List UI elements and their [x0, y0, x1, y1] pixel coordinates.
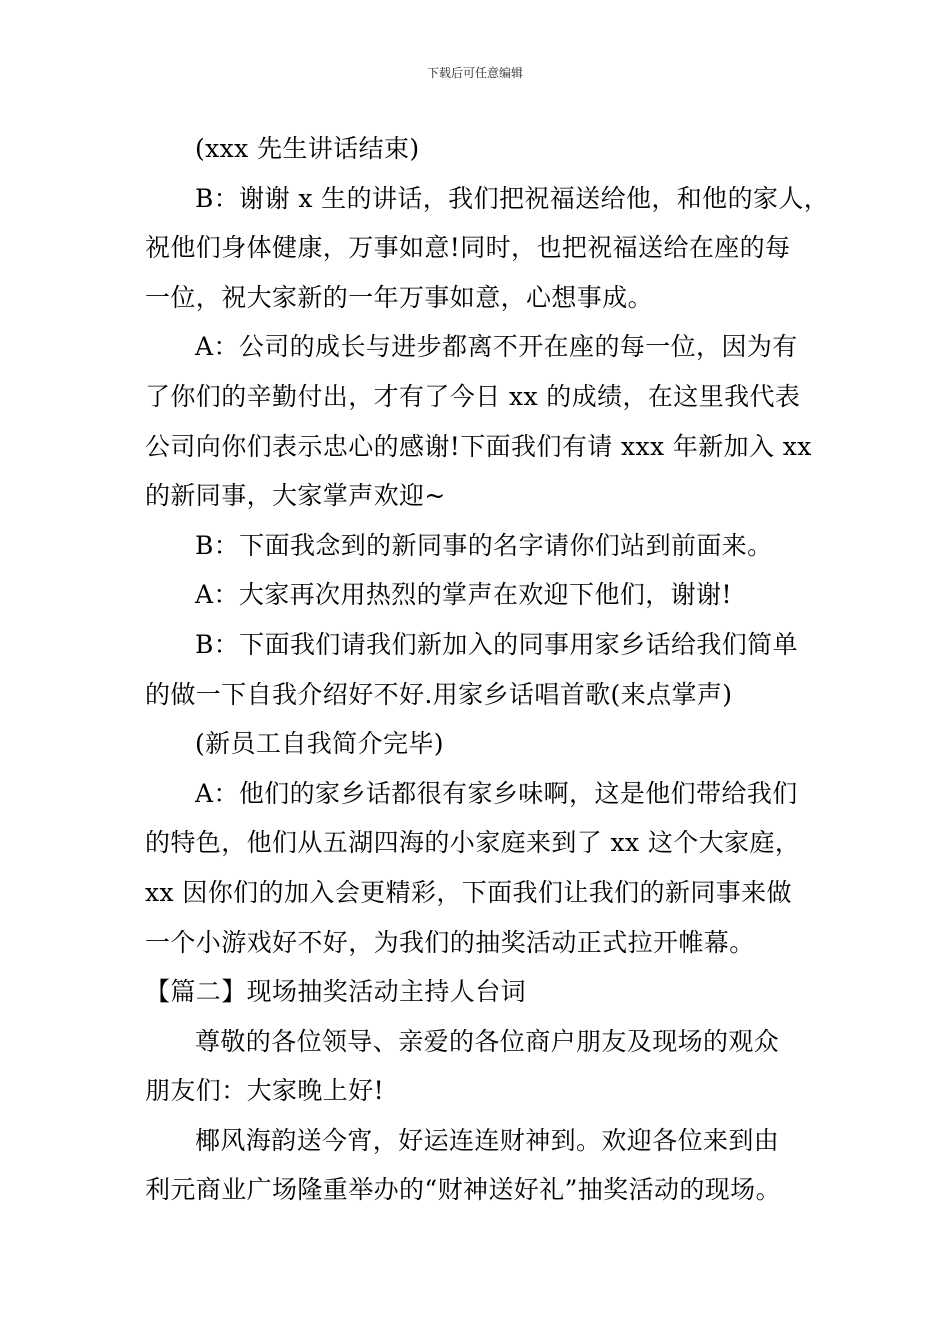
- text-line: 的做一下自我介绍好不好.用家乡话唱首歌(来点掌声): [145, 679, 733, 709]
- paragraph-welcome: [145, 1116, 835, 1215]
- text-line: 利元商业广场隆重举办的“财神送好礼”抽奖活动的现场。: [145, 1175, 781, 1205]
- text-line: 祝他们身体健康，万事如意!同时，也把祝福送给在座的每: [145, 233, 791, 263]
- text-line: 的特色，他们从五湖四海的小家庭来到了 xx 这个大家庭，: [145, 828, 801, 858]
- text-line: B：谢谢 x 生的讲话，我们把祝福送给他，和他的家人，: [195, 183, 830, 213]
- paragraph-b-new-colleagues: [145, 521, 835, 571]
- paragraph-a-dialect: [145, 769, 835, 967]
- section-heading-text: 【篇二】现场抽奖活动主持人台词: [145, 977, 527, 1007]
- text-line: xx 因你们的加入会更精彩，下面我们让我们的新同事来做: [145, 877, 792, 907]
- page-header-note: 下载后可任意编辑: [426, 66, 523, 80]
- text-line: (新员工自我简介完毕): [195, 729, 444, 759]
- text-line: (xxx 先生讲话结束): [195, 134, 420, 163]
- text-line: A：他们的家乡话都很有家乡味啊，这是他们带给我们: [195, 778, 798, 808]
- paragraph-b-thanks: [145, 174, 835, 323]
- text-line: B：下面我们请我们新加入的同事用家乡话给我们简单: [195, 629, 798, 659]
- paragraph-speech-end: [145, 124, 835, 174]
- document-body: [145, 124, 835, 1215]
- paragraph-a-company-growth: [145, 322, 835, 520]
- paragraph-greeting: [145, 1017, 835, 1116]
- text-line: 的新同事，大家掌声欢迎~: [145, 481, 446, 511]
- text-line: 尊敬的各位领导、亲爱的各位商户朋友及现场的观众: [195, 1026, 780, 1056]
- text-line: 一位，祝大家新的一年万事如意，心想事成。: [145, 282, 654, 312]
- text-line: A：大家再次用热烈的掌声在欢迎下他们，谢谢!: [195, 580, 732, 610]
- text-line: 公司向你们表示忠心的感谢!下面我们有请 xxx 年新加入 xx: [145, 431, 812, 461]
- section-heading: [145, 967, 835, 1017]
- text-line: 椰风海韵送今宵，好运连连财神到。欢迎各位来到由: [195, 1125, 780, 1155]
- text-line: 朋友们：大家晚上好!: [145, 1076, 385, 1106]
- paragraph-a-applause: [145, 570, 835, 620]
- text-line: B：下面我念到的新同事的名字请你们站到前面来。: [195, 530, 773, 560]
- paragraph-intro-end: [145, 719, 835, 769]
- text-line: 了你们的辛勤付出，才有了今日 xx 的成绩，在这里我代表: [145, 381, 801, 411]
- paragraph-b-self-intro: [145, 620, 835, 719]
- text-line: A：公司的成长与进步都离不开在座的每一位，因为有: [195, 332, 798, 362]
- text-line: 一个小游戏好不好，为我们的抽奖活动正式拉开帷幕。: [145, 927, 755, 957]
